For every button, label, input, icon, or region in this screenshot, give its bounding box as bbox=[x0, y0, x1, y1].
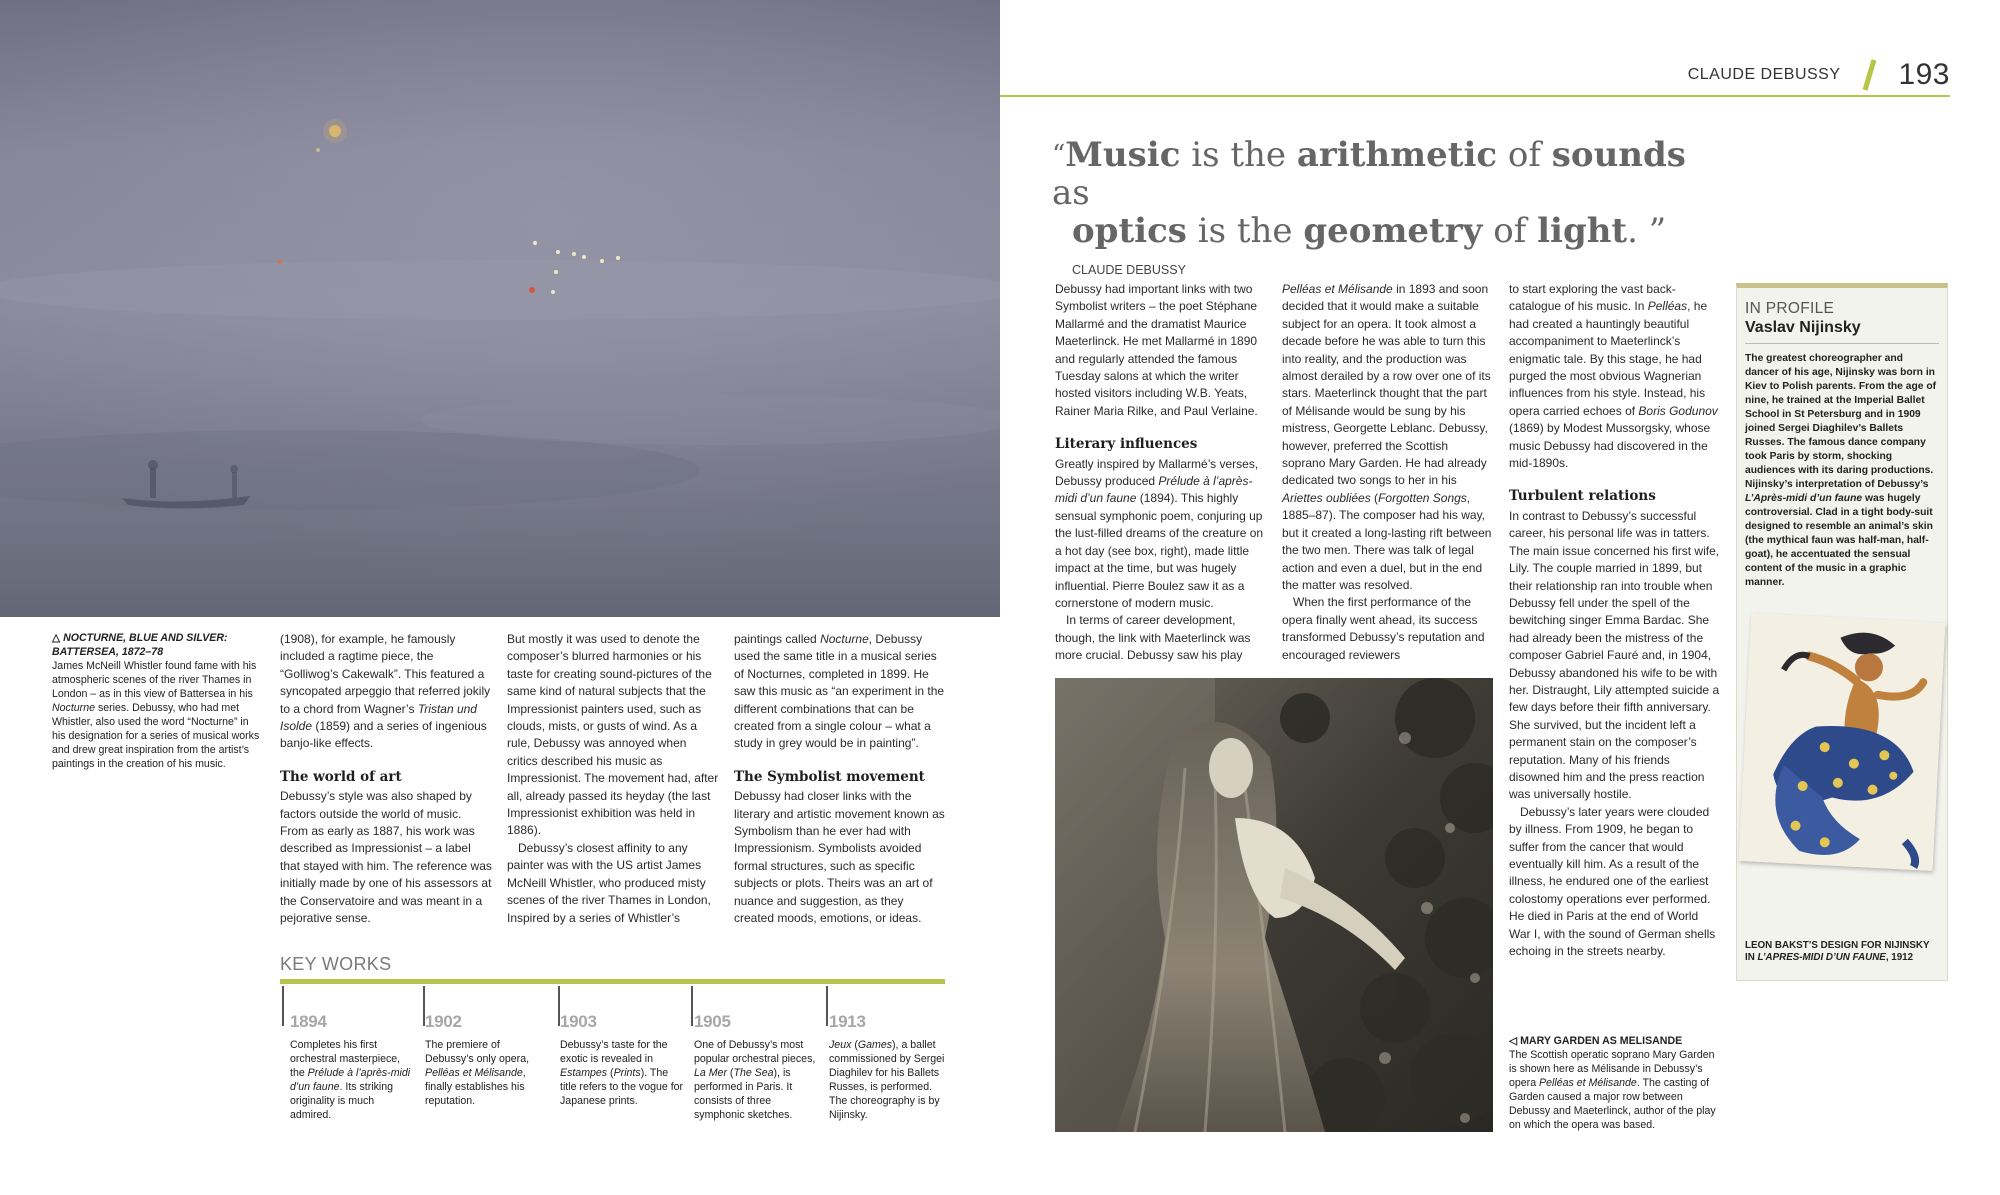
painting-caption-text-b: series. Debussy, who had met Whistler, also used the word “Nocturne” in his designation for a series of musical works and drew great inspiration from the artist’s paintings in the creation of his music. bbox=[52, 702, 260, 770]
text: The greatest choreographer and dancer of his age, Nijinsky was born in Kiev to Polish parents. From the age of nine, he trained at the Imperial Ballet School in St Petersburg and in 1909 joined Sergei Diaghilev’s Ballets Russes. The famous dance company took Paris by storm, shocking audiences with its daring productions. Nijinsky’s interpretation of Debussy’s bbox=[1745, 353, 1937, 490]
left-column-3 bbox=[734, 631, 946, 928]
text-italic: Games bbox=[857, 1039, 893, 1051]
text: ( bbox=[726, 1067, 734, 1079]
quote-word: of bbox=[1482, 211, 1538, 251]
paragraph: Debussy’s style was also shaped by factors outside the world of music. From as early as 1887, his work was described as Impressionist – a label that stayed with him. The reference was initially made by one of his assessors at the Conservatoire and was meant in a pejorative sense. bbox=[280, 789, 492, 926]
text-italic: Nocturne bbox=[820, 632, 869, 646]
text: was hugely controversial. Clad in a tight body-suit designed to resemble an animal’s skin (the mythical faun was half-man, half-goat), he accentuated the sensual content of the music in a graphic manner. bbox=[1745, 493, 1933, 588]
text-italic: Forgotten Songs bbox=[1378, 490, 1467, 505]
text: to start exploring the vast back-catalogue of his music. In bbox=[1509, 282, 1676, 314]
timeline-tick bbox=[826, 986, 828, 1026]
text-italic: Estampes bbox=[560, 1067, 608, 1079]
open-quote-mark: “ bbox=[1052, 140, 1066, 170]
key-works-timeline bbox=[280, 984, 945, 1134]
paragraph: Debussy’s later years were clouded by illness. From 1909, he began to suffer from the cancer that would eventually kill him. As a result of the illness, he endured one of the earliest colostomy operations ever performed. He died in Paris at the end of World War I, with the sound of German shells echoing in the streets nearby. bbox=[1509, 804, 1716, 959]
subhead-literary-influences: Literary influences bbox=[1055, 436, 1198, 453]
paragraph: But mostly it was used to denote the composer’s blurred harmonies or his taste for creating sound-pictures of the same kind of natural subjects that the Impressionist painters used, such as clouds, mists, or gusts of wind. As a rule, Debussy was annoyed when critics described his music as Impressionist. The movement had, after all, already passed its heyday (the last Impressionist exhibition was held in 1886). bbox=[507, 632, 719, 838]
paragraph: When the first performance of the opera finally went ahead, its success transformed Debussy’s reputation and encouraged reviewers bbox=[1282, 595, 1485, 662]
quote-word: sounds bbox=[1551, 135, 1686, 175]
in-profile-box bbox=[1736, 283, 1948, 981]
slash-divider-icon bbox=[1859, 59, 1881, 91]
quote-word: of bbox=[1497, 135, 1552, 175]
whistler-nocturne-painting bbox=[0, 0, 1000, 617]
text: (1869) by Modest Mussorgsky, whose music Debussy had discovered in the mid-1890s. bbox=[1509, 421, 1711, 471]
text: ), a ballet commissioned by Sergei Diaghilev for his Ballets Russes, is performed. The choreography is by Nijinsky. bbox=[829, 1039, 945, 1121]
text-italic: Tristan und Isolde bbox=[280, 701, 477, 734]
timeline-item bbox=[560, 1012, 685, 1108]
subhead-turbulent-relations: Turbulent relations bbox=[1509, 488, 1656, 505]
quote-word: geometry bbox=[1303, 211, 1483, 251]
quote-word: is the bbox=[1186, 211, 1304, 251]
text: . The casting of Garden caused a major row between Debussy and Maeterlinck, author of the play on which the opera was based. bbox=[1509, 1077, 1716, 1131]
quote-word: light bbox=[1537, 211, 1628, 251]
photo-caption-title: MARY GARDEN AS MELISANDE bbox=[1520, 1035, 1683, 1047]
text: One of Debussy’s most popular orchestral pieces, bbox=[694, 1039, 816, 1065]
right-column-2 bbox=[1282, 281, 1494, 664]
subhead-world-of-art: The world of art bbox=[280, 768, 402, 785]
text-italic: Boris Godunov bbox=[1638, 403, 1718, 418]
quote-word: as bbox=[1052, 173, 1090, 213]
subhead-symbolist-movement: The Symbolist movement bbox=[734, 768, 925, 785]
key-works-heading: KEY WORKS bbox=[280, 954, 392, 974]
text-italic: Prélude à l’après-midi d’un faune bbox=[1055, 474, 1253, 506]
timeline-year: 1913 bbox=[829, 1012, 866, 1031]
painting-caption-title: NOCTURNE, BLUE AND SILVER: BATTERSEA, 1872–78 bbox=[52, 632, 228, 658]
quote-attribution: CLAUDE DEBUSSY bbox=[1072, 263, 1186, 277]
text-italic: La Mer bbox=[694, 1067, 727, 1079]
text-italic: Pelléas et Mélisande bbox=[1282, 282, 1393, 296]
left-column-2 bbox=[507, 631, 719, 927]
text: The premiere of Debussy’s only opera, bbox=[425, 1039, 530, 1065]
quote-word: . ” bbox=[1627, 211, 1667, 251]
text-italic: L’APRES-MIDI D’UN FAUNE bbox=[1757, 952, 1886, 963]
mary-garden-photo bbox=[1055, 678, 1493, 1132]
header-rule bbox=[1000, 95, 1950, 97]
text: , finally establishes his reputation. bbox=[425, 1067, 526, 1107]
text: Debussy’s taste for the exotic is revealed in bbox=[560, 1039, 668, 1065]
profile-name: Vaslav Nijinsky bbox=[1745, 319, 1861, 336]
timeline-year: 1902 bbox=[425, 1012, 462, 1031]
text: (1908), for example, he famously included a ragtime piece, the “Golliwog’s Cakewalk”. This featured a syncopated arpeggio that referred jokily to a chord from Wagner’s bbox=[280, 632, 491, 716]
text: (1859) and a series of ingenious banjo-like effects. bbox=[280, 719, 487, 751]
text: ( bbox=[607, 1067, 614, 1079]
caption-arrow-left-icon: ◁ bbox=[1509, 1035, 1518, 1047]
text: , Debussy used the same title in a musical series of Nocturnes, completed in 1899. He saw this music as “an experiment in the different combinations that can be created from a single colour – what a study in grey would be in painting”. bbox=[734, 632, 945, 751]
text: (1894). This highly sensual symphonic poem, conjuring up the lust-filled dreams of the creature on a hot day (see box, right), made little impact at the time, but was hugely influential. Pierre Boulez saw it as a cornerstone of modern music. bbox=[1055, 491, 1264, 610]
text-italic: Ariettes oubliées bbox=[1282, 490, 1371, 505]
text-italic: Pelléas bbox=[1647, 299, 1688, 314]
painting-caption bbox=[52, 631, 264, 771]
timeline-year: 1903 bbox=[560, 1012, 597, 1031]
text: The Scottish operatic soprano Mary Garden is shown here as Mélisande in Debussy’s opera bbox=[1509, 1049, 1715, 1089]
paragraph: In contrast to Debussy’s successful career, his personal life was in tatters. The main issue concerned his first wife, Lily. The couple married in 1899, but their relationship ran into trouble when Debussy fell under the spell of the bewitching singer Emma Bardac. She had already been the mistress of the composer Gabriel Fauré and, in 1904, Debussy abandoned his wife to be with her. Distraught, Lily attempted suicide a few days before their fifth anniversary. She survived, but the incident left a permanent stain on the composer’s reputation. Many of his friends disowned him and the press reaction was universally hostile. bbox=[1509, 508, 1720, 802]
text-italic: Prélude à l’après-midi d’un faune bbox=[290, 1067, 411, 1093]
caption-triangle-icon: △ bbox=[52, 632, 61, 644]
text: . Its striking originality is much admired. bbox=[290, 1081, 394, 1121]
page-number: 193 bbox=[1898, 58, 1950, 91]
painting-caption-text-italic: Nocturne bbox=[52, 702, 95, 714]
text-italic: L’Après-midi d’un faune bbox=[1745, 493, 1863, 504]
profile-divider bbox=[1745, 343, 1939, 344]
text: ), is performed in Paris. It consists of three symphonic sketches. bbox=[694, 1067, 793, 1121]
text-italic: Pelléas et Mélisande bbox=[425, 1067, 523, 1079]
quote-word: arithmetic bbox=[1296, 135, 1498, 175]
bakst-faun-design-image bbox=[1739, 613, 1946, 871]
timeline-item bbox=[829, 1012, 945, 1122]
timeline-tick bbox=[282, 986, 284, 1026]
text: ( bbox=[1370, 490, 1379, 505]
text: , 1885–87). The composer had his way, but it created a long-lasting rift between the two men. There was talk of legal action and even a duel, but in the end the matter was resolved. bbox=[1282, 490, 1492, 592]
text-italic: Jeux bbox=[829, 1039, 852, 1051]
quote-word: is the bbox=[1180, 135, 1297, 175]
text: LEON BAKST’S DESIGN FOR NIJINSKY IN bbox=[1745, 940, 1930, 963]
timeline-item bbox=[425, 1012, 550, 1108]
quote-word: Music bbox=[1065, 135, 1181, 175]
text: Greatly inspired by Mallarmé’s verses, Debussy produced bbox=[1055, 456, 1259, 489]
paragraph: Debussy’s closest affinity to any painter was with the US artist James McNeill Whistler, who produced misty scenes of the river Thames in London, Inspired by a series of Whistler’s bbox=[507, 840, 711, 925]
text: in 1893 and soon decided that it would make a suitable subject for an opera. It took almost a decade before he was able to turn this into reality, and the production was almost derailed by a row over one of its stars. Maeterlinck thought that the part of Mélisande would be sung by his mistress, Georgette Leblanc. Debussy, however, preferred the Scottish soprano Mary Garden. He had already dedicated two songs to her in his bbox=[1282, 282, 1491, 488]
text-italic: Prints bbox=[613, 1067, 641, 1079]
photo-caption bbox=[1509, 1034, 1721, 1132]
painting-caption-text-a: James McNeill Whistler found fame with his atmospheric scenes of the river Thames in London – as in this view of Battersea in his bbox=[52, 660, 257, 700]
running-title: CLAUDE DEBUSSY bbox=[1687, 66, 1841, 83]
paragraph: Debussy had closer links with the literary and artistic movement known as Symbolism than he ever had with Impressionism. Symbolists avoided formal structures, such as specific subjects or plots. Theirs was an art of nuance and suggestion, as they created moods, emotions, or ideas. bbox=[734, 789, 945, 926]
left-column-1 bbox=[280, 631, 492, 928]
text-italic: Pelléas et Mélisande bbox=[1539, 1077, 1637, 1089]
quote-word: optics bbox=[1072, 211, 1187, 251]
bakst-caption bbox=[1745, 940, 1941, 964]
text-italic: The Sea bbox=[733, 1067, 774, 1079]
pull-quote bbox=[1052, 136, 1692, 278]
key-works-section bbox=[280, 954, 945, 984]
text: , he had created a hauntingly beautiful accompaniment to Maeterlinck’s enigmatic tale. By this stage, he had purged the most obvious Wagnerian influences from his style. Instead, his opera carried echoes of bbox=[1509, 299, 1708, 418]
paragraph: In terms of career development, though, the link with Maeterlinck was more crucial. Debussy saw his play bbox=[1055, 613, 1251, 663]
text: Completes his first orchestral masterpiece, the bbox=[290, 1039, 401, 1079]
text: ( bbox=[851, 1039, 858, 1051]
text: ). The title refers to the vogue for Japanese prints. bbox=[560, 1067, 684, 1107]
profile-kicker: IN PROFILE bbox=[1745, 300, 1835, 317]
timeline-tick bbox=[691, 986, 693, 1026]
paragraph: Debussy had important links with two Symbolist writers – the poet Stéphane Mallarmé and the dramatist Maurice Maeterlinck. He met Mallarmé in 1890 and regularly attended the famous Tuesday salons at which the writer hosted visitors including W.B. Yeats, Rainer Maria Rilke, and Paul Verlaine. bbox=[1055, 282, 1258, 418]
timeline-item bbox=[694, 1012, 819, 1122]
text: paintings called bbox=[734, 632, 821, 646]
right-column-1 bbox=[1055, 281, 1267, 665]
running-head bbox=[1600, 58, 1950, 98]
right-column-3 bbox=[1509, 281, 1721, 960]
timeline-item bbox=[290, 1012, 415, 1122]
text: , 1912 bbox=[1885, 952, 1914, 963]
timeline-year: 1894 bbox=[290, 1012, 327, 1031]
timeline-year: 1905 bbox=[694, 1012, 731, 1031]
